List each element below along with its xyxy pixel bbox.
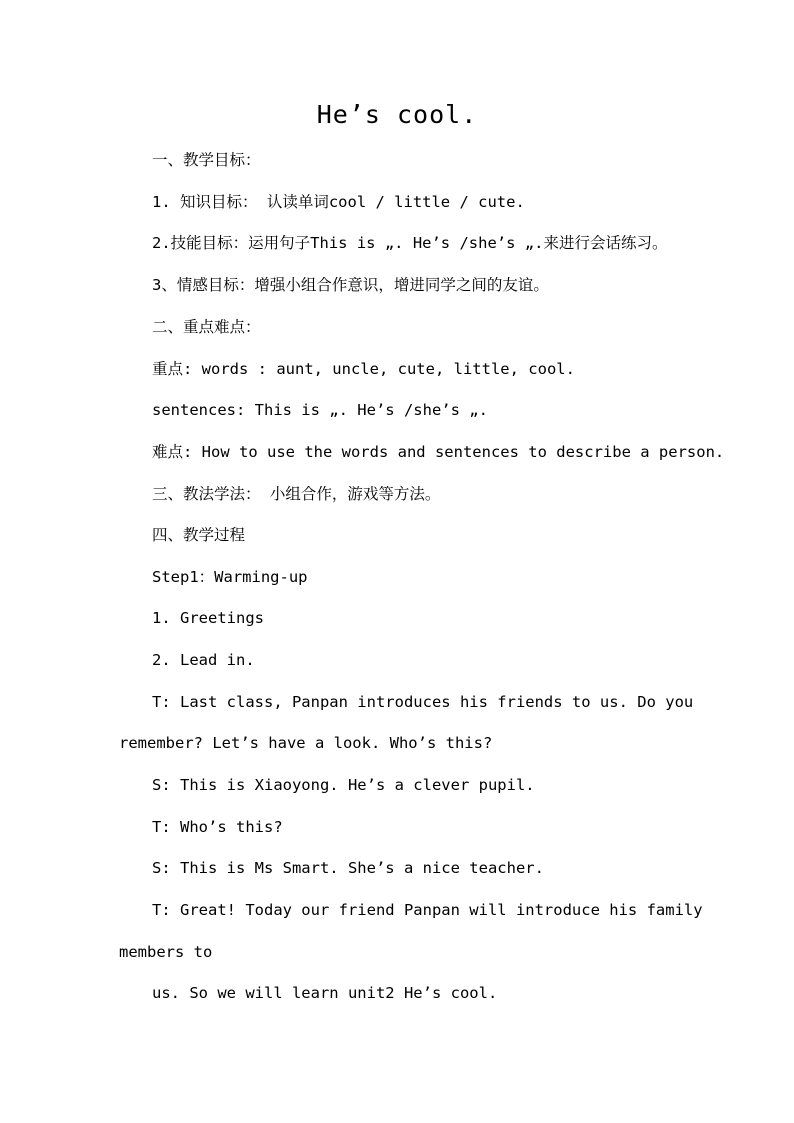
skill-objective: 2.技能目标：运用句子This is „. He’s /she’s „.来进行会话练习。 xyxy=(152,234,668,252)
dialogue-line: S: This is Xiaoyong. He’s a clever pupil. xyxy=(152,776,535,794)
document-title: He’s cool. xyxy=(316,100,478,129)
step-heading: Step1：Warming-up xyxy=(152,568,308,586)
section-heading-objectives: 一、教学目标： xyxy=(152,151,261,169)
section-heading-process: 四、教学过程 xyxy=(152,526,246,544)
dialogue-line: T: Who’s this? xyxy=(152,818,283,836)
key-point-sentences: sentences: This is „. He’s /she’s „. xyxy=(152,401,488,419)
dialogue-line: S: This is Ms Smart. She’s a nice teacher. xyxy=(152,859,544,877)
section-heading-methods: 三、教法学法： 小组合作，游戏等方法。 xyxy=(152,485,441,503)
list-item: 1. Greetings xyxy=(152,609,264,627)
key-point-words: 重点: words : aunt, uncle, cute, little, cool. xyxy=(152,360,575,378)
dialogue-line: T: Great! Today our friend Panpan will introduce his family xyxy=(152,901,703,919)
emotion-objective: 3、情感目标：增强小组合作意识，增进同学之间的友谊。 xyxy=(152,276,549,294)
difficult-point: 难点: How to use the words and sentences to describe a person. xyxy=(152,443,725,461)
section-heading-key-points: 二、重点难点： xyxy=(152,318,261,336)
dialogue-line: T: Last class, Panpan introduces his friends to us. Do you xyxy=(152,693,694,711)
dialogue-line-continued: members to xyxy=(119,943,213,961)
dialogue-line-continued: remember? Let’s have a look. Who’s this? xyxy=(119,734,493,752)
knowledge-objective: 1. 知识目标： 认读单词cool / little / cute. xyxy=(152,193,525,211)
dialogue-line: us. So we will learn unit2 He’s cool. xyxy=(152,984,498,1002)
list-item: 2. Lead in. xyxy=(152,651,255,669)
